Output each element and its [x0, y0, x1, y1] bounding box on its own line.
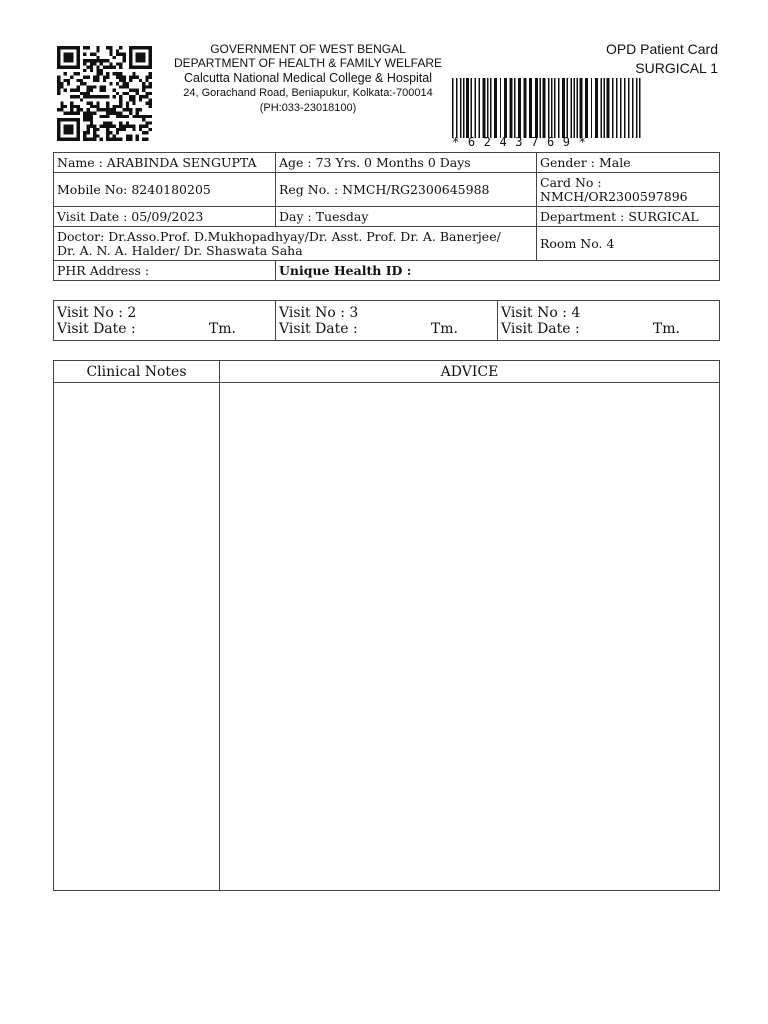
department-line: DEPARTMENT OF HEALTH & FAMILY WELFARE: [173, 56, 443, 70]
card-number: [537, 173, 720, 207]
hospital-name: Calcutta National Medical College & Hospital: [183, 71, 433, 85]
barcode-digits: *6243769*: [452, 135, 595, 149]
card-number-label: Card No :: [540, 174, 602, 190]
visit-number: Visit No : 3: [279, 304, 359, 321]
clinical-notes-table: [53, 360, 720, 891]
visit-time-label: Tm.: [652, 320, 680, 337]
visit-date-label: Visit Date :: [57, 320, 136, 337]
advice-area: [220, 383, 720, 891]
visit-number: Visit No : 4: [501, 304, 581, 321]
card-title-block: [606, 40, 718, 78]
follow-up-visits-table: [53, 300, 720, 341]
doctor-line-1: Doctor: Dr.Asso.Prof. D.Mukhopadhyay/Dr. Asst. Prof. Dr. A. Banerjee/: [57, 228, 501, 244]
mobile-number: Mobile No: 8240180205: [54, 173, 276, 207]
barcode: [452, 78, 642, 138]
hospital-header: [168, 42, 448, 115]
visit-cell: [498, 301, 720, 341]
visit-day: Day : Tuesday: [276, 207, 537, 227]
phr-address: PHR Address :: [54, 261, 276, 281]
doctor-list: [54, 227, 537, 261]
patient-age: Age : 73 Yrs. 0 Months 0 Days: [276, 153, 537, 173]
patient-gender: Gender : Male: [537, 153, 720, 173]
clinical-notes-header: Clinical Notes: [54, 361, 220, 383]
hospital-phone: (PH:033-23018100): [259, 102, 357, 114]
qr-code: [57, 46, 152, 141]
registration-number: Reg No. : NMCH/RG2300645988: [276, 173, 537, 207]
visit-date-label: Visit Date :: [279, 320, 358, 337]
doctor-line-2: Dr. A. N. A. Halder/ Dr. Shaswata Saha: [57, 242, 303, 258]
govt-line: GOVERNMENT OF WEST BENGAL: [210, 42, 406, 56]
card-number-value: NMCH/OR2300597896: [540, 188, 688, 204]
visit-date: Visit Date : 05/09/2023: [54, 207, 276, 227]
patient-info-table: [53, 152, 720, 281]
card-unit: SURGICAL 1: [635, 60, 718, 76]
hospital-address: 24, Gorachand Road, Beniapukur, Kolkata:-700014: [183, 87, 433, 99]
clinical-notes-area: [54, 383, 220, 891]
visit-cell: [54, 301, 276, 341]
visit-cell: [276, 301, 498, 341]
advice-header: ADVICE: [220, 361, 720, 383]
unique-health-id: Unique Health ID :: [276, 261, 720, 281]
room-number: Room No. 4: [537, 227, 720, 261]
visit-time-label: Tm.: [208, 320, 236, 337]
department: Department : SURGICAL: [537, 207, 720, 227]
patient-name: Name : ARABINDA SENGUPTA: [54, 153, 276, 173]
card-title: OPD Patient Card: [605, 41, 718, 57]
visit-number: Visit No : 2: [57, 304, 137, 321]
visit-date-label: Visit Date :: [501, 320, 580, 337]
visit-time-label: Tm.: [430, 320, 458, 337]
